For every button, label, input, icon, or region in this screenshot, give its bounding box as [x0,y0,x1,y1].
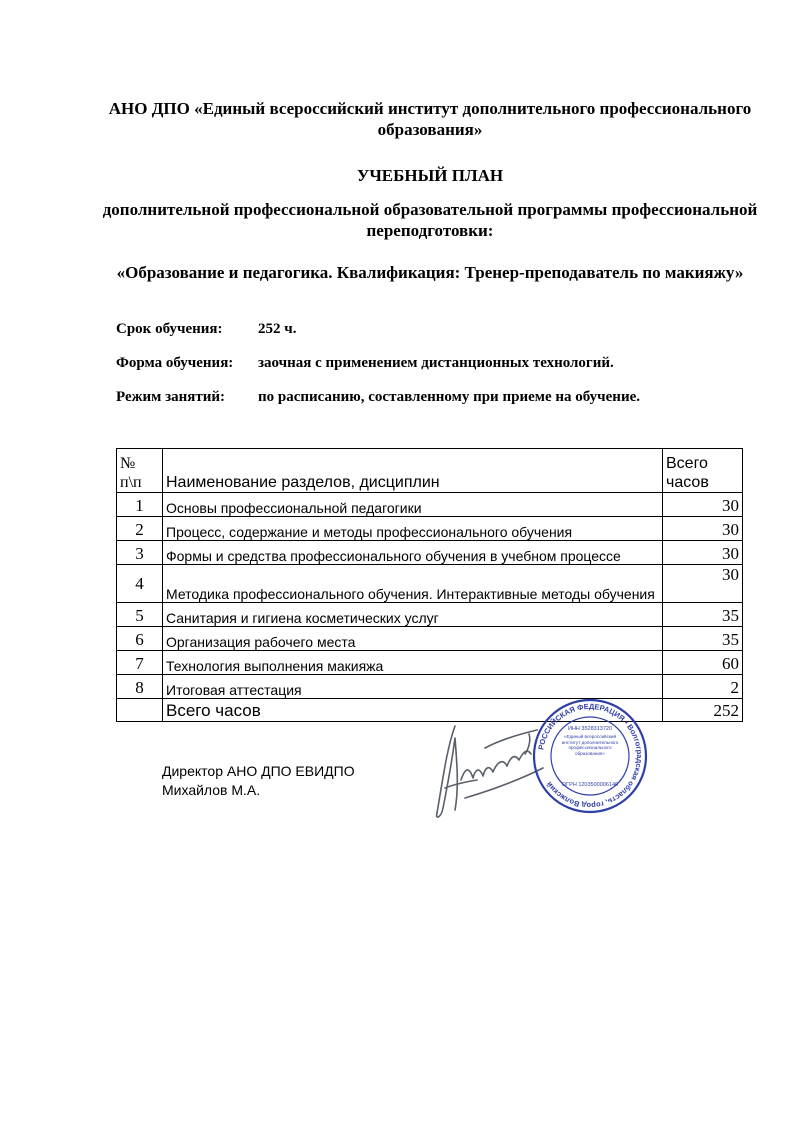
stamp-outer-text: РОССИЙСКАЯ ФЕДЕРАЦИЯ • Волгоградская область, город Волжский [536,701,645,811]
signature-block [162,762,355,800]
row-discipline: Методика профессионального обучения. Интерактивные методы обучения [163,565,663,603]
table-row [117,493,743,517]
row-number: 5 [117,603,163,627]
table-header-row [117,449,743,493]
table-row [117,627,743,651]
header-number: № п\п [117,449,163,493]
mode-label: Режим занятий: [116,389,226,405]
total-empty-cell [117,699,163,722]
row-number: 3 [117,541,163,565]
curriculum-table [116,448,743,722]
row-discipline: Санитария и гигиена косметических услуг [163,603,663,627]
stamp-ogrn: ОГРН 1203500006146 [561,782,619,788]
row-number: 4 [117,565,163,603]
row-hours: 2 [663,675,743,699]
row-number: 1 [117,493,163,517]
form-value: заочная с применением дистанционных технологий. [258,355,614,371]
table-row [117,517,743,541]
header-discipline: Наименование разделов, дисциплин [163,449,663,493]
row-number: 6 [117,627,163,651]
duration-value: 252 ч. [258,321,297,337]
row-hours: 30 [663,517,743,541]
duration-label: Срок обучения: [116,321,223,337]
table-row [117,541,743,565]
stamp-center-text: «Единый всероссийский институт дополнительного профессионального образования» [561,734,619,756]
row-discipline: Процесс, содержание и методы профессионального обучения [163,517,663,541]
table-row [117,603,743,627]
row-number: 8 [117,675,163,699]
program-type-subtitle: дополнительной профессиональной образовательной программы профессиональной переподготовки: [102,200,758,240]
row-number: 2 [117,517,163,541]
stamp-inn: ИНН 3528313720 [567,726,613,732]
table-row [117,565,743,603]
total-label: Всего часов [163,699,663,722]
document-title: УЧЕБНЫЙ ПЛАН [356,166,504,185]
row-hours: 30 [663,541,743,565]
row-discipline: Технология выполнения макияжа [163,651,663,675]
row-number: 7 [117,651,163,675]
row-hours: 35 [663,603,743,627]
mode-value: по расписанию, составленному при приеме на обучение. [258,389,640,405]
organization-heading: АНО ДПО «Единый всероссийский институт дополнительного профессионального образования» [108,99,752,139]
header-hours: Всего часов [663,449,743,493]
table-row [117,675,743,699]
program-name: «Образование и педагогика. Квалификация: Тренер-преподаватель по макияжу» [116,263,744,282]
row-hours: 60 [663,651,743,675]
organization-stamp [530,696,650,816]
row-discipline: Организация рабочего места [163,627,663,651]
row-discipline: Основы профессиональной педагогики [163,493,663,517]
row-hours: 30 [663,565,743,603]
form-label: Форма обучения: [116,355,234,371]
total-value: 252 [663,699,743,722]
director-position: Директор АНО ДПО ЕВИДПО [162,763,355,779]
row-hours: 30 [663,493,743,517]
row-discipline: Формы и средства профессионального обучения в учебном процессе [163,541,663,565]
table-row [117,651,743,675]
stamp-center [558,734,622,774]
row-discipline: Итоговая аттестация [163,675,663,699]
director-name: Михайлов М.А. [162,782,261,798]
row-hours: 35 [663,627,743,651]
